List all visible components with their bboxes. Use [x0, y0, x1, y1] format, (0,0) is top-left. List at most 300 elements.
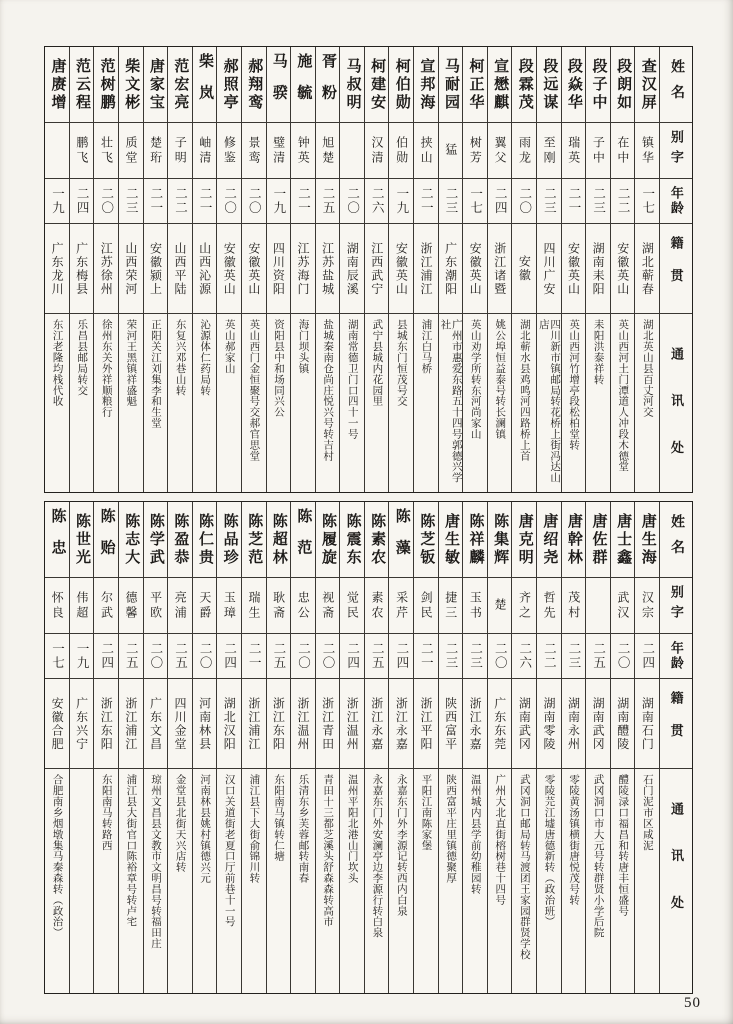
person-address: 英山郝家山 [223, 319, 235, 374]
column-header-age: 年龄 [660, 179, 692, 224]
person-name: 陈履旋 [316, 502, 340, 578]
person-age: 一九 [267, 179, 291, 224]
person-courtesy-name: 采芹 [389, 578, 413, 634]
person-age: 二〇 [291, 634, 315, 679]
page-number: 50 [684, 995, 701, 1011]
person-name: 查汉屏 [635, 47, 659, 123]
person-courtesy-name: 伯勋 [389, 123, 413, 179]
person-native-place: 浙江浦江 [119, 679, 143, 769]
person-courtesy-name: 瑞生 [242, 578, 266, 634]
person-entry [167, 47, 192, 492]
person-courtesy-name: 汉清 [365, 123, 389, 179]
person-courtesy-name: 耿斋 [267, 578, 291, 634]
registry-table-top [44, 46, 693, 493]
person-age: 二一 [414, 634, 438, 679]
person-address: 金堂县北街天兴店转 [174, 774, 186, 873]
person-entry [266, 502, 291, 993]
person-age: 二〇 [512, 179, 536, 224]
person-age: 二四 [340, 634, 364, 679]
person-age: 一九 [45, 179, 69, 224]
person-native-place: 浙江浦江 [414, 224, 438, 314]
person-native-place: 广东东莞 [488, 679, 512, 769]
person-name: 郝翔鸾 [242, 47, 266, 123]
person-address: 浦江县下大街俞锦川转 [248, 774, 260, 884]
person-entry [315, 502, 340, 993]
person-age: 二三 [439, 634, 463, 679]
person-native-place: 安徽颍上 [144, 224, 168, 314]
person-courtesy-name: 茂村 [562, 578, 586, 634]
person-courtesy-name: 亮浦 [168, 578, 192, 634]
person-entry [561, 47, 586, 492]
person-address: 东阳南马镇转仁塘 [272, 774, 284, 862]
person-entry [511, 502, 536, 993]
person-age: 二五 [316, 179, 340, 224]
person-age: 二六 [512, 634, 536, 679]
person-courtesy-name: 翼父 [488, 123, 512, 179]
column-header-name: 姓名 [660, 47, 692, 123]
person-address: 广州大北直街榕树巷十四号 [494, 774, 506, 906]
person-entry [241, 47, 266, 492]
person-address: 琼州文昌县文教市文明昌号转福田庄 [149, 774, 161, 949]
person-age: 二三 [586, 179, 610, 224]
person-age: 二五 [119, 634, 143, 679]
person-age: 二四 [94, 634, 118, 679]
person-name: 陈素农 [365, 502, 389, 578]
person-address: 合肥南乡烟墩集马秦森转（政治） [51, 774, 63, 938]
person-native-place: 湖南武冈 [512, 679, 536, 769]
person-courtesy-name: 哲先 [537, 578, 561, 634]
person-native-place: 江苏徐州 [94, 224, 118, 314]
person-name: 段朗如 [611, 47, 635, 123]
person-entry [143, 502, 168, 993]
person-courtesy-name: 雨龙 [512, 123, 536, 179]
person-address: 永嘉东门外安澜亭边李源行转白泉 [371, 774, 383, 938]
person-entry [536, 502, 561, 993]
person-courtesy-name: 树芳 [463, 123, 487, 179]
person-address: 东江老隆均栈代收 [51, 319, 63, 407]
person-address: 平阳江南陈家堡 [420, 774, 432, 851]
person-name: 柴文彬 [119, 47, 143, 123]
person-native-place: 四川金堂 [168, 679, 192, 769]
column-header-address: 通讯处 [669, 347, 685, 488]
person-address: 湖南常德卫门口四十一号 [346, 319, 358, 440]
person-courtesy-name: 在中 [611, 123, 635, 179]
person-native-place: 四川资阳 [267, 224, 291, 314]
person-courtesy-name: 鹏飞 [70, 123, 94, 179]
person-name: 陈仁贵 [193, 502, 217, 578]
person-address: 武冈洞口市大元号转群贤小学后院 [592, 774, 604, 938]
person-name: 唐生敏 [439, 502, 463, 578]
person-address: 海门坝头镇 [297, 319, 309, 374]
person-address [70, 769, 94, 993]
person-age: 二〇 [144, 634, 168, 679]
person-address: 浦江白马桥 [420, 319, 432, 374]
person-address: 永嘉东门外李源记转西内白泉 [395, 774, 407, 916]
person-age: 二三 [119, 179, 143, 224]
person-age: 二五 [586, 634, 610, 679]
person-age: 二一 [144, 179, 168, 224]
person-address: 武宁县城内花园里 [371, 319, 383, 407]
person-entry [69, 47, 94, 492]
person-address: 陕西富平庄里镇德聚厚 [445, 774, 457, 884]
registry-table-bottom [44, 501, 693, 994]
person-age: 一九 [70, 634, 94, 679]
column-header-address: 通讯处 [669, 802, 685, 943]
person-courtesy-name: 忠公 [291, 578, 315, 634]
person-courtesy-name: 岫清 [193, 123, 217, 179]
person-entry [290, 502, 315, 993]
person-entry [118, 47, 143, 492]
person-native-place: 陕西富平 [439, 679, 463, 769]
person-address: 东阳南马转路西 [100, 774, 112, 851]
person-age: 一七 [635, 179, 659, 224]
person-entry [266, 47, 291, 492]
person-address: 河南林县姚村镇德兴元 [199, 774, 211, 884]
person-entry [364, 47, 389, 492]
person-name: 陈学武 [144, 502, 168, 578]
person-native-place: 湖南醴陵 [611, 679, 635, 769]
person-courtesy-name: 修鉴 [217, 123, 241, 179]
person-native-place: 安徽 [512, 224, 536, 314]
person-age: 二一 [242, 634, 266, 679]
person-age: 二一 [291, 179, 315, 224]
person-age: 二三 [562, 634, 586, 679]
person-name: 宣邦海 [414, 47, 438, 123]
person-name: 唐佐群 [586, 502, 610, 578]
person-native-place: 湖北汉阳 [217, 679, 241, 769]
person-courtesy-name [586, 578, 610, 634]
person-entry [118, 502, 143, 993]
header-column [659, 47, 692, 492]
person-age: 二〇 [488, 634, 512, 679]
person-native-place: 湖南永州 [562, 679, 586, 769]
person-courtesy-name: 璧清 [267, 123, 291, 179]
person-name: 马耐园 [439, 47, 463, 123]
person-address: 温州平阳北港山门坎头 [346, 774, 358, 884]
person-entry [216, 47, 241, 492]
person-age: 二〇 [316, 634, 340, 679]
person-courtesy-name: 钟英 [291, 123, 315, 179]
person-native-place: 浙江浦江 [242, 679, 266, 769]
person-native-place: 浙江东阳 [94, 679, 118, 769]
person-native-place: 安徽英山 [611, 224, 635, 314]
person-name: 唐生海 [635, 502, 659, 578]
person-entry [241, 502, 266, 993]
person-native-place: 浙江平阳 [414, 679, 438, 769]
column-header-age: 年龄 [660, 634, 692, 679]
person-age: 二〇 [193, 634, 217, 679]
person-name: 陈芝钣 [414, 502, 438, 578]
person-name: 陈范 [291, 502, 315, 578]
column-header-courtesy-name: 别字 [660, 578, 692, 634]
person-address: 英山劝学所转东河尚家山 [469, 319, 481, 440]
person-name: 段远谋 [537, 47, 561, 123]
person-address: 湖北英山县百丈河交 [641, 319, 653, 418]
person-native-place: 安徽英山 [217, 224, 241, 314]
person-native-place: 湖北蕲春 [635, 224, 659, 314]
person-name: 胥粉 [316, 47, 340, 123]
column-header-native-place: 籍贯 [660, 679, 692, 769]
person-age: 二三 [537, 179, 561, 224]
person-native-place: 浙江永嘉 [389, 679, 413, 769]
person-address: 姚公埠恒益泰号转长澜镇 [494, 319, 506, 440]
person-address: 汉口关道街老夏口厅前巷十一号 [223, 774, 235, 927]
person-courtesy-name: 子明 [168, 123, 192, 179]
person-entry [45, 502, 69, 993]
person-name: 柴岚 [193, 47, 217, 123]
person-native-place: 湖南石门 [635, 679, 659, 769]
person-age: 二二 [537, 634, 561, 679]
person-native-place: 浙江永嘉 [463, 679, 487, 769]
person-courtesy-name: 伟超 [70, 578, 94, 634]
person-name: 柯建安 [365, 47, 389, 123]
person-name: 陈集辉 [488, 502, 512, 578]
person-native-place: 山西荣河 [119, 224, 143, 314]
person-entry [69, 502, 94, 993]
person-native-place: 广东潮阳 [439, 224, 463, 314]
person-name: 郝照亭 [217, 47, 241, 123]
person-courtesy-name: 旭楚 [316, 123, 340, 179]
person-age: 二三 [463, 634, 487, 679]
person-name: 范树鹏 [94, 47, 118, 123]
person-entry [634, 47, 659, 492]
person-address: 广州市惠爱东路五十四号郭德兴学社 [439, 319, 462, 483]
person-entry [536, 47, 561, 492]
person-entry [462, 47, 487, 492]
person-name: 唐赓增 [45, 47, 69, 123]
person-address: 英山西门金恒聚号交郝官思堂 [248, 319, 260, 461]
person-native-place: 湖南耒阳 [586, 224, 610, 314]
person-name: 陈震东 [340, 502, 364, 578]
person-native-place: 浙江永嘉 [365, 679, 389, 769]
person-native-place: 广东龙川 [45, 224, 69, 314]
person-native-place: 浙江温州 [291, 679, 315, 769]
person-address: 正阳关江刘集李和生堂 [149, 319, 161, 429]
person-native-place: 四川广安 [537, 224, 561, 314]
person-entry [192, 47, 217, 492]
person-courtesy-name [340, 123, 364, 179]
person-age: 二五 [365, 634, 389, 679]
person-name: 段霖茂 [512, 47, 536, 123]
person-age: 二四 [217, 634, 241, 679]
person-age: 二〇 [94, 179, 118, 224]
person-entry [610, 47, 635, 492]
person-address: 徐州东关外祥顺粮行 [100, 319, 112, 418]
person-native-place: 广东梅县 [70, 224, 94, 314]
person-age: 二三 [439, 179, 463, 224]
person-name: 范云程 [70, 47, 94, 123]
person-entry [413, 502, 438, 993]
person-name: 陈世光 [70, 502, 94, 578]
person-address: 零陵芫江墟唐德新转（政治班） [543, 774, 555, 927]
person-age: 二〇 [611, 634, 635, 679]
person-age: 二五 [168, 634, 192, 679]
person-native-place: 江苏海门 [291, 224, 315, 314]
person-address: 四川新市镇邮局转花桥上街冯达山店 [537, 319, 561, 483]
person-name: 唐绍尧 [537, 502, 561, 578]
person-native-place: 安徽英山 [562, 224, 586, 314]
person-entry [339, 47, 364, 492]
person-age: 二五 [267, 634, 291, 679]
person-native-place: 浙江青田 [316, 679, 340, 769]
person-entry [462, 502, 487, 993]
person-courtesy-name: 平欧 [144, 578, 168, 634]
person-entry [561, 502, 586, 993]
person-address: 武冈洞口邮局转马渡团王家园群贤学校 [518, 774, 530, 960]
person-age: 二一 [193, 179, 217, 224]
person-native-place: 浙江东阳 [267, 679, 291, 769]
person-address: 耒阳洪泰祥转 [592, 319, 604, 385]
person-name: 陈忠 [45, 502, 69, 578]
person-name: 唐家宝 [144, 47, 168, 123]
person-address: 沁源体仁药局转 [199, 319, 211, 396]
person-courtesy-name: 玉璋 [217, 578, 241, 634]
person-address: 资阳县中和场同兴公 [272, 319, 284, 418]
person-courtesy-name: 捷三 [439, 578, 463, 634]
person-address: 英山西河竹增亭段松柏堂转 [568, 319, 580, 451]
person-age: 二四 [70, 179, 94, 224]
person-courtesy-name: 玉书 [463, 578, 487, 634]
person-entry [364, 502, 389, 993]
person-courtesy-name: 素农 [365, 578, 389, 634]
person-name: 陈芝范 [242, 502, 266, 578]
person-entry [216, 502, 241, 993]
person-native-place: 广东兴宁 [70, 679, 94, 769]
person-entry [290, 47, 315, 492]
person-name: 范宏亮 [168, 47, 192, 123]
person-entry [585, 47, 610, 492]
person-entry [487, 502, 512, 993]
person-courtesy-name: 景鸾 [242, 123, 266, 179]
person-age: 二四 [389, 634, 413, 679]
person-courtesy-name: 猛 [439, 123, 463, 179]
person-native-place: 广东文昌 [144, 679, 168, 769]
person-age: 二四 [488, 179, 512, 224]
person-name: 陈藻 [389, 502, 413, 578]
person-age: 二六 [365, 179, 389, 224]
person-entry [93, 502, 118, 993]
person-courtesy-name: 视斋 [316, 578, 340, 634]
person-address: 青田十三都芝溪头舒森森转高市 [322, 774, 334, 927]
person-native-place: 浙江温州 [340, 679, 364, 769]
person-native-place: 江苏盐城 [316, 224, 340, 314]
person-native-place: 湖南辰溪 [340, 224, 364, 314]
person-age: 二二 [611, 179, 635, 224]
person-native-place: 湖南零陵 [537, 679, 561, 769]
person-native-place: 安徽合肥 [45, 679, 69, 769]
person-courtesy-name: 楚 [488, 578, 512, 634]
person-entry [438, 47, 463, 492]
person-name: 陈祥麟 [463, 502, 487, 578]
person-name: 陈志大 [119, 502, 143, 578]
person-name: 陈贻 [94, 502, 118, 578]
person-native-place: 江西武宁 [365, 224, 389, 314]
person-name: 唐克明 [512, 502, 536, 578]
person-address: 荣河王黑镇祥盛魁 [125, 319, 137, 407]
person-native-place: 安徽英山 [389, 224, 413, 314]
column-header-courtesy-name: 别字 [660, 123, 692, 179]
person-entry [167, 502, 192, 993]
person-age: 一九 [389, 179, 413, 224]
person-native-place: 安徽英山 [242, 224, 266, 314]
person-native-place: 湖南武冈 [586, 679, 610, 769]
person-courtesy-name: 怀良 [45, 578, 69, 634]
person-name: 陈超林 [267, 502, 291, 578]
person-entry [93, 47, 118, 492]
person-courtesy-name: 天爵 [193, 578, 217, 634]
person-courtesy-name: 至刚 [537, 123, 561, 179]
person-courtesy-name: 质堂 [119, 123, 143, 179]
person-name: 段子中 [586, 47, 610, 123]
person-name: 马叔明 [340, 47, 364, 123]
person-courtesy-name: 齐之 [512, 578, 536, 634]
person-name: 施毓 [291, 47, 315, 123]
person-courtesy-name: 子中 [586, 123, 610, 179]
person-entry [143, 47, 168, 492]
person-address: 零陵黄汤镇横街唐悦茂号转 [568, 774, 580, 906]
person-courtesy-name: 剑民 [414, 578, 438, 634]
person-courtesy-name: 壮飞 [94, 123, 118, 179]
person-name: 唐幹林 [562, 502, 586, 578]
person-entry [388, 47, 413, 492]
person-courtesy-name: 汉宗 [635, 578, 659, 634]
person-entry [413, 47, 438, 492]
header-column [659, 502, 692, 993]
person-address: 盐城秦南仓尚庄悦兴号转吉村 [322, 319, 334, 461]
person-age: 一七 [463, 179, 487, 224]
person-address: 醴陵渌口福昌和转唐丰恒盛号 [617, 774, 629, 916]
person-name: 陈品珍 [217, 502, 241, 578]
person-native-place: 安徽英山 [463, 224, 487, 314]
person-entry [487, 47, 512, 492]
person-entry [438, 502, 463, 993]
person-name: 马骙 [267, 47, 291, 123]
person-native-place: 山西沁源 [193, 224, 217, 314]
person-name: 柯伯勋 [389, 47, 413, 123]
person-entry [388, 502, 413, 993]
person-entry [511, 47, 536, 492]
person-address: 英山西河土门潭道人冲段木德堂 [617, 319, 629, 472]
person-courtesy-name: 瑞英 [562, 123, 586, 179]
person-native-place: 河南林县 [193, 679, 217, 769]
person-name: 唐士鑫 [611, 502, 635, 578]
person-address: 湖北蕲水县鸡鸣河四路桥上首 [518, 319, 530, 461]
person-entry [339, 502, 364, 993]
person-address: 乐清东乡芙蓉邮转南春 [297, 774, 309, 884]
person-courtesy-name: 武汉 [611, 578, 635, 634]
person-age: 一七 [45, 634, 69, 679]
person-courtesy-name: 楚珩 [144, 123, 168, 179]
person-entry [634, 502, 659, 993]
person-age: 二〇 [217, 179, 241, 224]
person-courtesy-name: 挟山 [414, 123, 438, 179]
person-address: 浦江县大街官口陈裕章号转卢宅 [125, 774, 137, 927]
person-address: 县城东门恒茂号交 [395, 319, 407, 407]
person-name: 段焱华 [562, 47, 586, 123]
person-age: 二一 [562, 179, 586, 224]
person-address: 乐昌县邮局转交 [76, 319, 88, 396]
person-entry [315, 47, 340, 492]
person-courtesy-name [45, 123, 69, 179]
person-age: 二〇 [242, 179, 266, 224]
person-age: 二二 [168, 179, 192, 224]
column-header-name: 姓名 [660, 502, 692, 578]
person-age: 二〇 [340, 179, 364, 224]
person-native-place: 浙江诸暨 [488, 224, 512, 314]
person-entry [192, 502, 217, 993]
person-address: 石门泥市区咸泥 [641, 774, 653, 851]
person-courtesy-name: 尔武 [94, 578, 118, 634]
